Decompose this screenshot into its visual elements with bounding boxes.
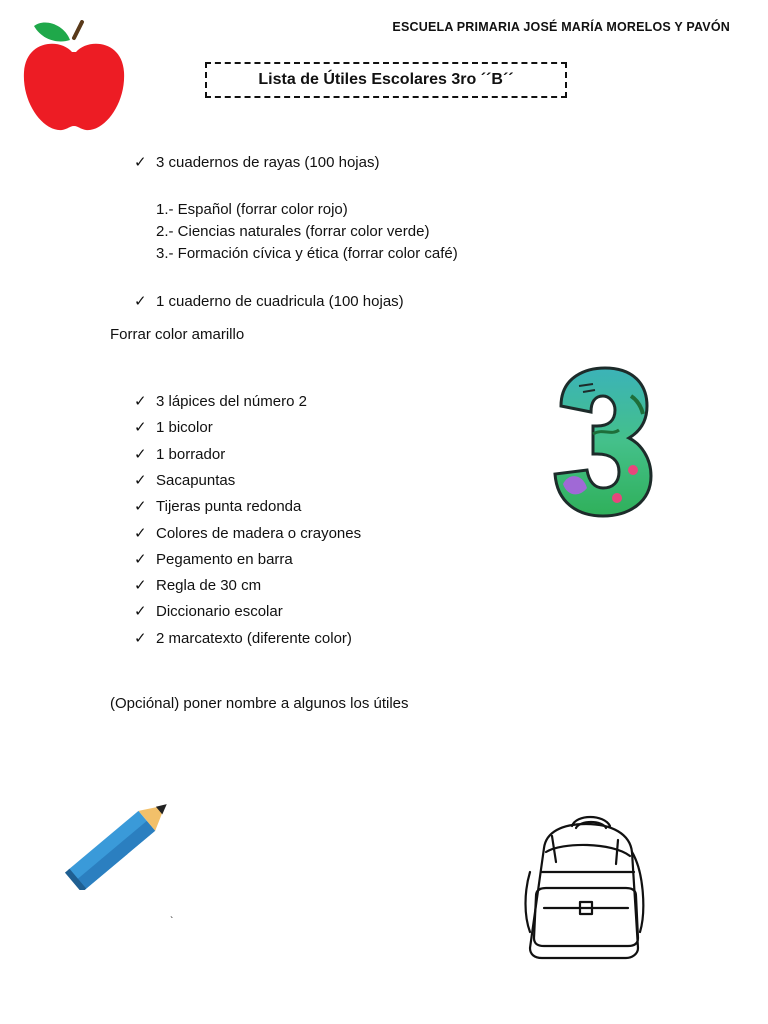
list-item-supply: [134, 472, 235, 490]
subject-item: 2.- Ciencias naturales (forrar color verde): [156, 223, 430, 240]
subject-item: 3.- Formación cívica y ética (forrar color café): [156, 245, 458, 262]
check-icon: ✓: [134, 498, 147, 516]
list-item-label: 2 marcatexto (diferente color): [156, 629, 352, 647]
check-icon: ✓: [134, 550, 147, 568]
list-item-label: Diccionario escolar: [156, 603, 283, 621]
check-icon: ✓: [134, 445, 147, 463]
list-item-supply: [134, 630, 352, 648]
list-item-label: 1 borrador: [156, 445, 226, 463]
check-icon: ✓: [134, 419, 147, 437]
stray-mark: `: [170, 916, 174, 927]
footer-note: (Opciónal) poner nombre a algunos los útiles: [110, 695, 409, 712]
list-item-label: Regla de 30 cm: [156, 577, 262, 595]
check-icon: ✓: [134, 629, 147, 647]
check-icon: ✓: [134, 471, 147, 489]
list-item-supply: [134, 498, 301, 516]
subject-item: 1.- Español (forrar color rojo): [156, 201, 348, 218]
list-item-lined-notebooks: [134, 154, 379, 172]
pencil-icon: [64, 790, 176, 890]
number-three-illustration: [553, 366, 653, 518]
list-item-supply: [134, 603, 283, 621]
backpack-icon: [522, 812, 648, 962]
list-item-label: Colores de madera o crayones: [156, 524, 362, 542]
list-item-label: Tijeras punta redonda: [156, 498, 302, 516]
list-item-grid-notebook: [134, 293, 404, 311]
apple-icon: [22, 20, 126, 134]
list-item-supply: [134, 551, 293, 569]
list-item-label: Sacapuntas: [156, 471, 236, 489]
list-item-supply: [134, 525, 361, 543]
page-title: [205, 62, 567, 98]
check-icon: ✓: [134, 154, 147, 171]
check-icon: ✓: [134, 293, 147, 310]
list-item-label: 3 lápices del número 2: [156, 393, 307, 410]
list-item-supply: [134, 577, 261, 595]
list-item-label: 3 cuadernos de rayas (100 hojas): [156, 154, 380, 171]
check-icon: ✓: [134, 577, 147, 595]
page-title-text: Lista de Útiles Escolares 3ro ´´B´´: [258, 71, 514, 88]
list-item-supply: [134, 419, 213, 437]
list-item-label: Pegamento en barra: [156, 550, 293, 568]
list-item-label: 1 cuaderno de cuadricula (100 hojas): [156, 293, 404, 310]
school-name: ESCUELA PRIMARIA JOSÉ MARÍA MORELOS Y PAVÓN: [392, 20, 730, 34]
list-item-supply: [134, 446, 225, 464]
check-icon: ✓: [134, 603, 147, 621]
list-item-label: 1 bicolor: [156, 419, 213, 437]
list-item-supply: [134, 393, 307, 411]
grid-note: Forrar color amarillo: [110, 326, 245, 343]
check-icon: ✓: [134, 524, 147, 542]
check-icon: ✓: [134, 393, 147, 410]
